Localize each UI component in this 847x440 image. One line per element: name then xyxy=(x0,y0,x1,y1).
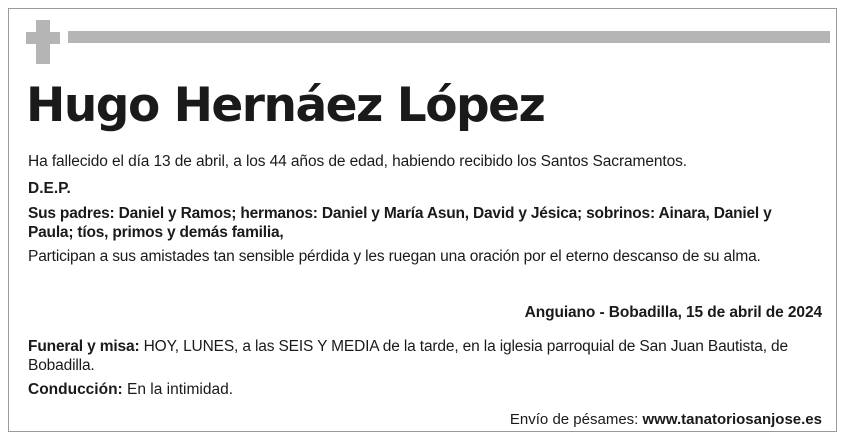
conduccion-details: En la intimidad. xyxy=(122,381,233,398)
family-members: Sus padres: Daniel y Ramos; hermanos: Daniel y María Asun, David y Jésica; sobrinos: Ainara, Daniel y Paula; tíos, primos y demás familia, xyxy=(28,205,772,241)
condolences-label: Envío de pésames: xyxy=(509,411,643,428)
conduccion-info xyxy=(28,380,233,399)
funeral-label: Funeral y misa: xyxy=(28,338,140,355)
cross-horizontal-bar xyxy=(26,32,60,44)
condolences-link[interactable]: www.tanatoriosanjose.es xyxy=(642,411,822,428)
conduccion-label: Conducción: xyxy=(28,381,123,398)
deceased-name: Hugo Hernáez López xyxy=(26,78,545,133)
announcement: Participan a sus amistades tan sensible pérdida y les ruegan una oración por el eterno descanso de su alma. xyxy=(28,248,761,265)
funeral-info xyxy=(28,337,818,375)
funeral-details: HOY, LUNES, a las SEIS Y MEDIA de la tarde, en la iglesia parroquial de San Juan Bautista, de Bobadilla. xyxy=(28,338,788,374)
condolences-line xyxy=(510,410,822,429)
place-date: Anguiano - Bobadilla, 15 de abril de 2024 xyxy=(524,304,822,321)
death-notice: Ha fallecido el día 13 de abril, a los 44 años de edad, habiendo recibido los Santos Sacramentos. xyxy=(28,153,687,170)
rip-label: D.E.P. xyxy=(28,180,71,197)
header-divider-bar xyxy=(68,31,830,43)
cross-icon xyxy=(26,20,60,64)
